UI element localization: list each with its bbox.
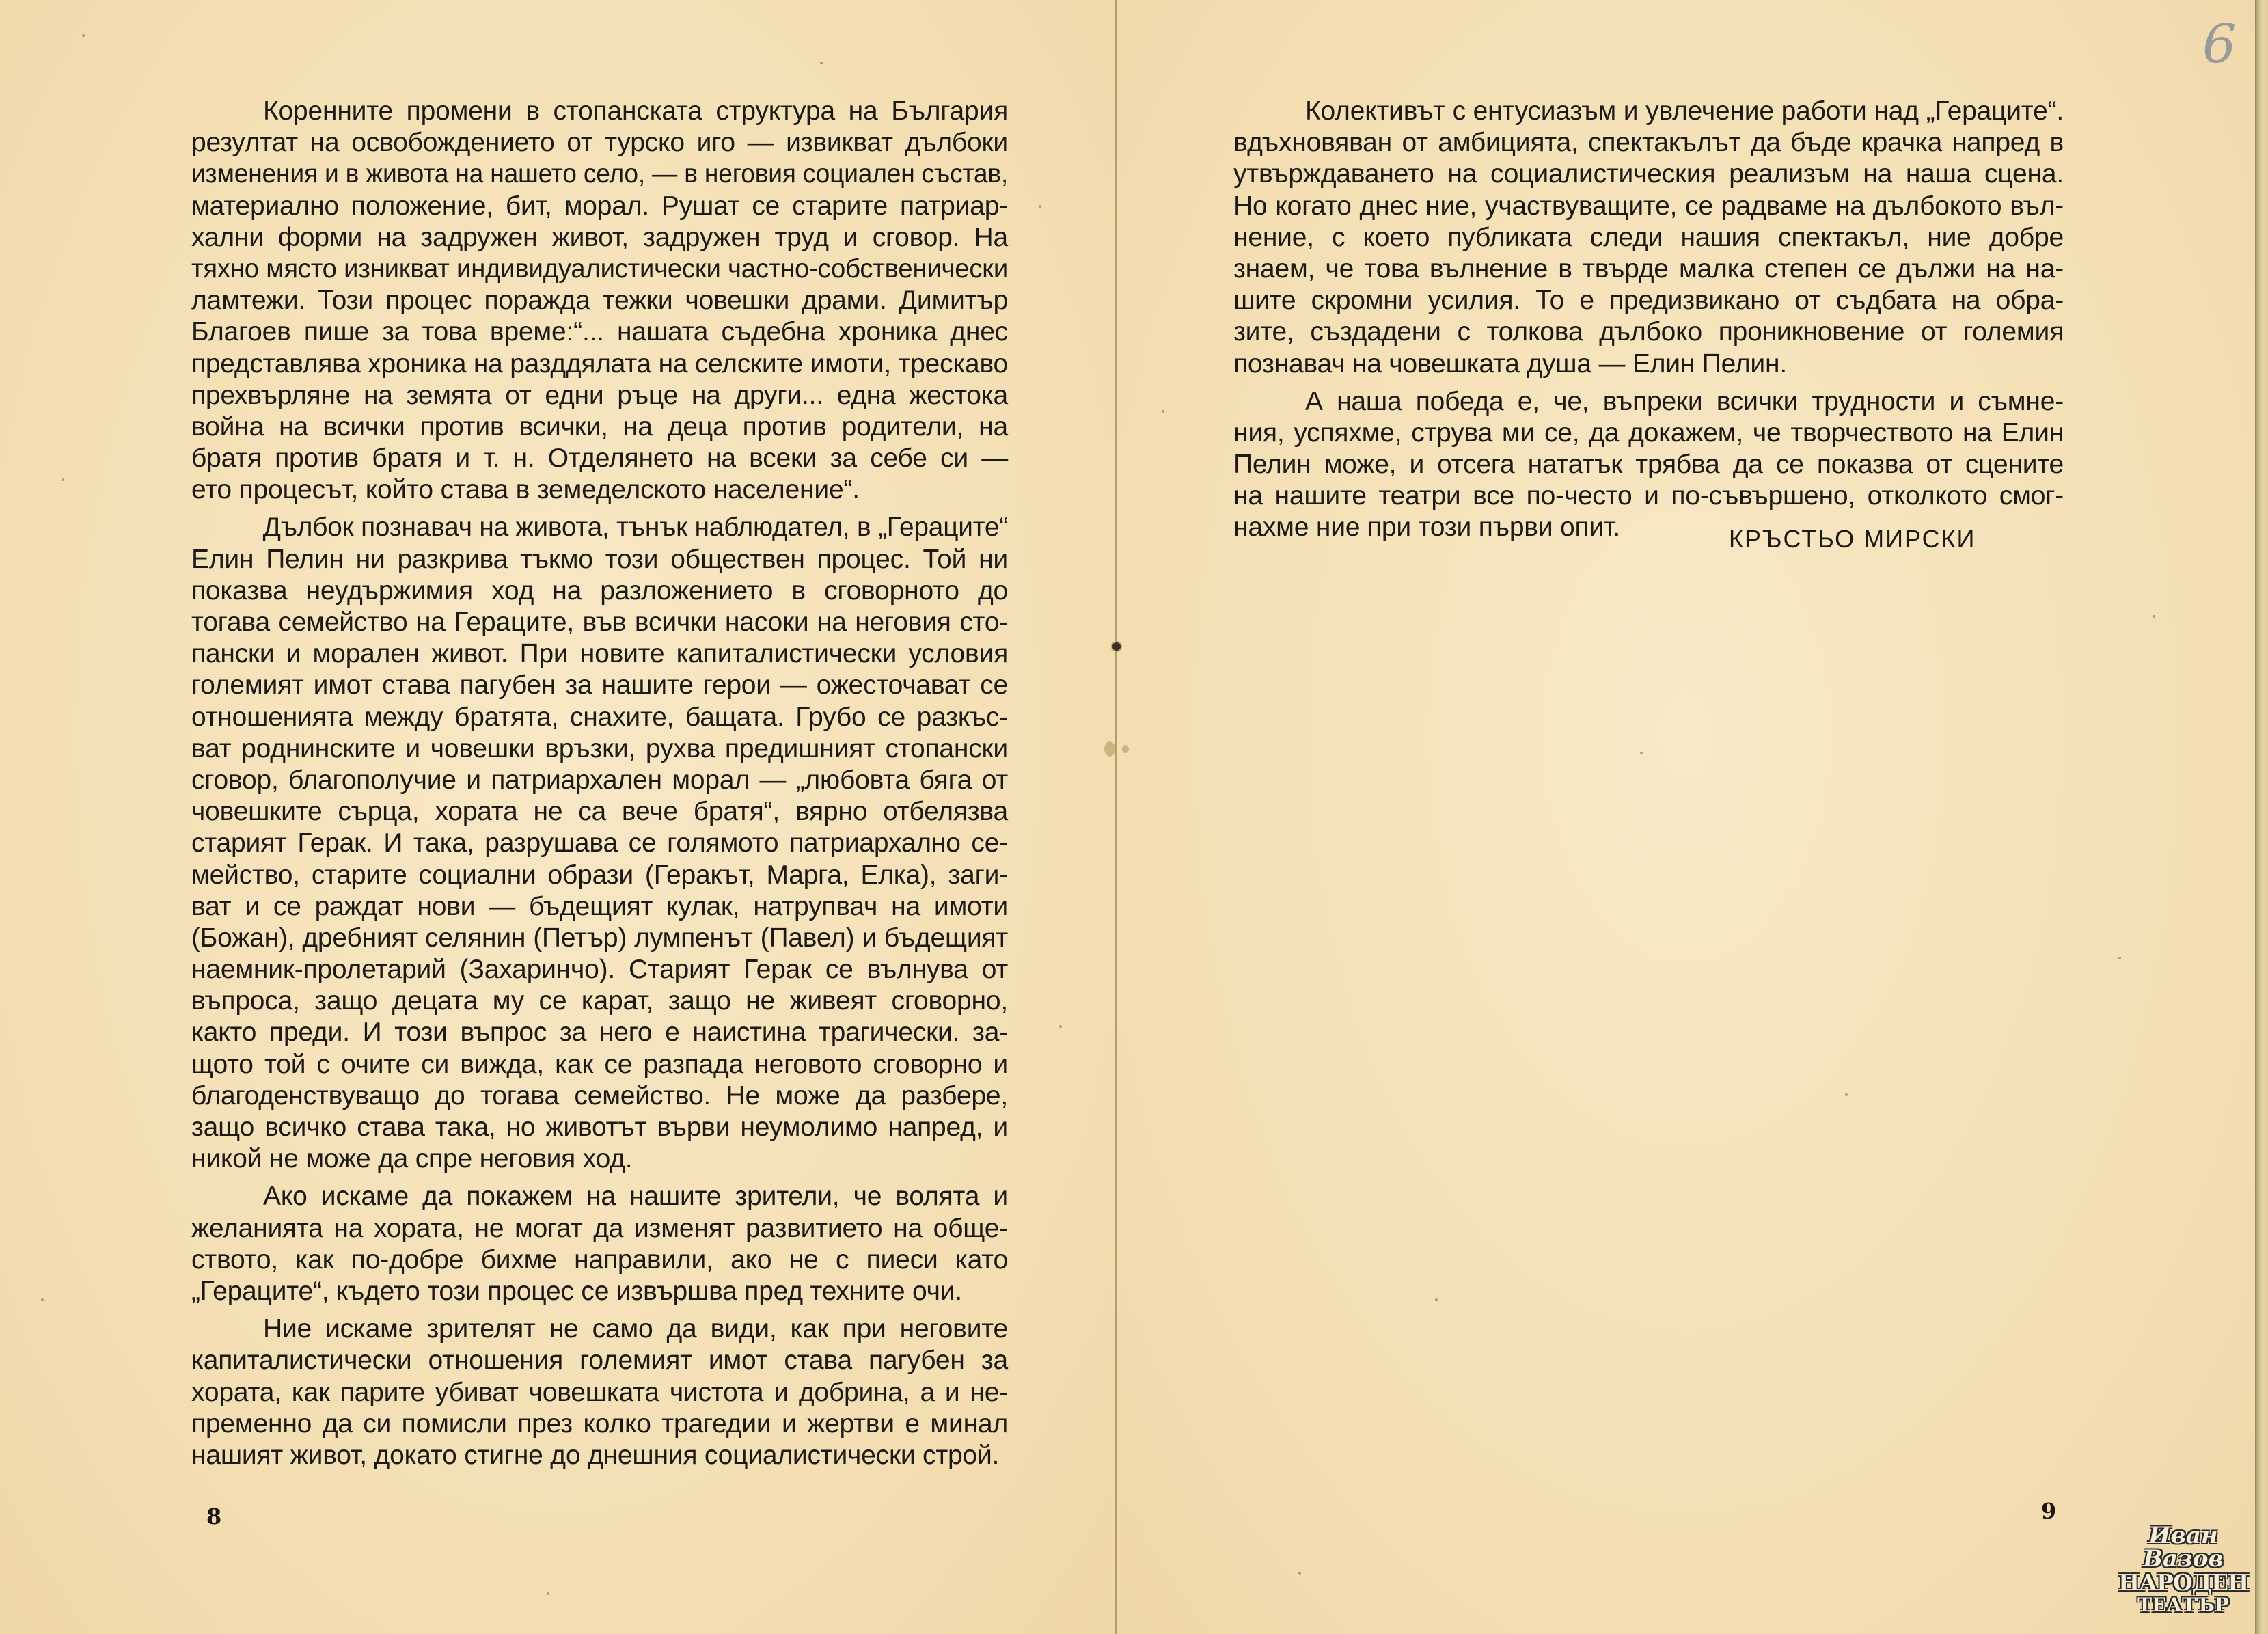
paragraph <box>1233 96 2064 380</box>
text-line: въпроса, защо децата му се карат, защо не живеят сговорно, <box>191 986 1008 1016</box>
paper-speck <box>82 34 85 37</box>
paper-speck <box>1435 1298 1438 1301</box>
page-number-right: 9 <box>2041 1498 2057 1524</box>
text-line: ния, успяхме, струва ми се, да докажем, че творчеството на Елин <box>1233 418 2064 448</box>
paper-speck <box>1640 752 1643 754</box>
book-spine <box>1115 0 1117 1634</box>
text-line: нение, с което публиката следи нашия спектакъл, ние добре <box>1233 222 2064 252</box>
text-line: Елин Пелин ни разкрива тъкмо този обществен процес. Той ни <box>191 544 1008 574</box>
text-line: Ако искаме да покажем на нашите зрители, че волята и <box>263 1182 1008 1212</box>
text-line: благоденствуващо до тогава семейство. Не може да разбере, <box>191 1080 1008 1111</box>
paper-speck <box>1162 410 1164 413</box>
text-line: на нашите театри все по-често и по-съвършено, отколкото смог- <box>1233 481 2064 511</box>
text-line: (Божан), дребният селянин (Петър) лумпенът (Павел) и бъдещият <box>191 923 1008 953</box>
text-line: Благоев пише за това време:“... нашата съдебна хроника днес <box>191 317 1008 347</box>
text-line: представлява хроника на разддялата на селските имоти, трескаво <box>191 349 1008 379</box>
stain <box>1104 741 1115 757</box>
text-line: пански и морален живот. При новите капиталистически условия <box>191 639 1008 669</box>
text-line: ламтежи. Този процес поражда тежки човешки драми. Димитър <box>191 286 1008 316</box>
text-line: хората, как парите убиват човешката чистота и добрина, а и не- <box>191 1377 1008 1407</box>
text-line: никой не може да спре неговия ход. <box>191 1144 633 1174</box>
text-line: отношенията между братята, снахите, бащата. Грубо се разкъс- <box>191 702 1008 732</box>
paper-speck <box>2153 615 2155 618</box>
paper-speck <box>2118 957 2121 959</box>
text-line: „Гераците“, където този процес се извършва пред техните очи. <box>191 1276 962 1306</box>
text-line: пременно да си помисли през колко трагедии и жертви е минал <box>191 1408 1008 1439</box>
text-line: резултат на освобождението от турско иго — извикват дълбоки <box>191 128 1008 158</box>
text-line: капиталистически отношения големият имот става пагубен за <box>191 1346 1008 1376</box>
text-line: старият Герак. И така, разрушава се голямото патриархално се- <box>191 828 1008 858</box>
paper-speck <box>1039 205 1041 208</box>
national-theatre-logo <box>2118 1522 2249 1616</box>
text-line: нахме ние при този първи опит. <box>1233 513 1621 543</box>
text-line: мейство, старите социални образи (Геракът, Марга, Елка), заги- <box>191 860 1008 890</box>
text-line: показва неудържимия ход на разложението в сговорното до <box>191 575 1008 605</box>
text-line: прехвърляне на земята от едни ръце на други... една жестока <box>191 380 1008 410</box>
logo-script-signature: Иван Вазов <box>2143 1522 2224 1572</box>
paragraph-gap <box>1233 380 2064 386</box>
paper-speck <box>62 478 64 481</box>
text-line: ството, как по-добре бихме направили, ако не с пиеси като <box>191 1244 1008 1275</box>
text-line: Ние искаме зрителят не само да види, как при неговите <box>263 1314 1008 1344</box>
paragraph <box>191 96 1008 506</box>
text-line: хални форми на задружен живот, задружен труд и сговор. На <box>191 222 1008 252</box>
text-line: материално положение, бит, морал. Рушат се старите патриар- <box>191 191 1008 221</box>
paragraph <box>1233 386 2064 544</box>
text-line: познавач на човешката душа — Елин Пелин. <box>1233 349 1787 379</box>
paragraph <box>191 1181 1008 1307</box>
paragraph <box>191 1313 1008 1471</box>
paper-speck <box>1845 1093 1848 1096</box>
text-line: Но когато днес ние, участвуващите, се радваме на дълбокото въл- <box>1233 191 2064 221</box>
page-edge <box>2255 0 2268 1634</box>
text-line: желанията на хората, не могат да изменят развитието на обще- <box>191 1213 1008 1243</box>
text-line: нашият живот, докато стигне до днешния социалистически строй. <box>191 1440 1000 1470</box>
text-line: знаем, че това вълнение в твърде малка степен се дължи на на- <box>1233 254 2064 284</box>
left-page-body <box>191 96 1008 1471</box>
text-line: Коренните промени в стопанската структура на България <box>263 96 1008 126</box>
paper-speck <box>547 1592 549 1595</box>
text-line: наемник-пролетарий (Захаринчо). Старият Герак се вълнува от <box>191 955 1008 985</box>
paper-speck <box>820 62 823 64</box>
text-line: изменения и в живота на нашето село, — в неговия социален състав, <box>191 159 1009 189</box>
text-line: големият имот става пагубен за нашите герои — ожесточават се <box>191 670 1008 700</box>
text-line: А наша победа е, че, въпреки всички трудности и съмне- <box>1305 386 2064 416</box>
paragraph-gap <box>191 1307 1008 1313</box>
text-line: вдъхновяван от амбицията, спектакълът да бъде крачка напред в <box>1233 128 2064 158</box>
paper-speck <box>1298 1572 1301 1575</box>
paper-speck <box>41 1298 44 1301</box>
text-line: братя против братя и т. н. Отделянето на всеки за себе си — <box>191 444 1008 474</box>
text-line: Дълбок познавач на живота, тънък наблюдател, в „Гераците“ <box>262 513 1009 543</box>
page-number-left: 8 <box>206 1503 222 1529</box>
text-line: ват и се раждат нови — бъдещият кулак, натрупвач на имоти <box>191 891 1008 921</box>
paragraph-gap <box>191 506 1008 512</box>
text-line: тяхно място изникват индивидуалистически частно-собственически <box>191 254 1009 284</box>
author-signature: КРЪСТЬО МИРСКИ <box>1729 525 1976 553</box>
text-line: както преди. И този въпрос за него е наистина трагически. за- <box>191 1018 1008 1048</box>
text-line: защо всичко става така, но животът върви неумолимо напред, и <box>191 1113 1008 1142</box>
paragraph <box>191 512 1008 1175</box>
text-line: утвърждаването на социалистическия реализъм на наша сцена. <box>1233 159 2064 189</box>
right-page-body <box>1233 96 2064 544</box>
stain <box>1122 745 1129 753</box>
staple-hole <box>1111 641 1122 652</box>
text-line: сговор, благополучие и патриархален морал — „любовта бяга от <box>191 765 1008 795</box>
text-line: ват роднинските и човешки връзки, рухва предишният стопански <box>191 733 1008 763</box>
paragraph-gap <box>191 1175 1008 1181</box>
text-line: зите, създадени с толкова дълбоко проникновение от големия <box>1233 317 2064 347</box>
text-line: човешките сърца, хората не са вече братя“, вярно отбелязва <box>191 797 1008 827</box>
text-line: война на всички против всички, на деца против родители, на <box>191 411 1008 441</box>
logo-line-2: ТЕАТЪР <box>2137 1594 2229 1616</box>
text-line: Пелин може, и отсега нататък трябва да се показва от сцените <box>1233 450 2064 480</box>
text-line: тогава семейство на Гераците, във всички насоки на неговия сто- <box>191 608 1008 637</box>
paper-speck <box>1059 1025 1062 1028</box>
text-line: щото той с очите си вижда, как се разпада неговото сговорно и <box>191 1049 1008 1079</box>
handwritten-page-mark: 6 <box>2202 14 2237 75</box>
logo-line-1: НАРОДЕН <box>2118 1569 2249 1596</box>
text-line: ето процесът, който става в земеделското население“. <box>191 475 860 505</box>
text-line: Колективът с ентусиазъм и увлечение работи над „Гераците“. <box>1305 96 2064 126</box>
text-line: шите скромни усилия. То е предизвикано от съдбата на обра- <box>1233 286 2064 316</box>
